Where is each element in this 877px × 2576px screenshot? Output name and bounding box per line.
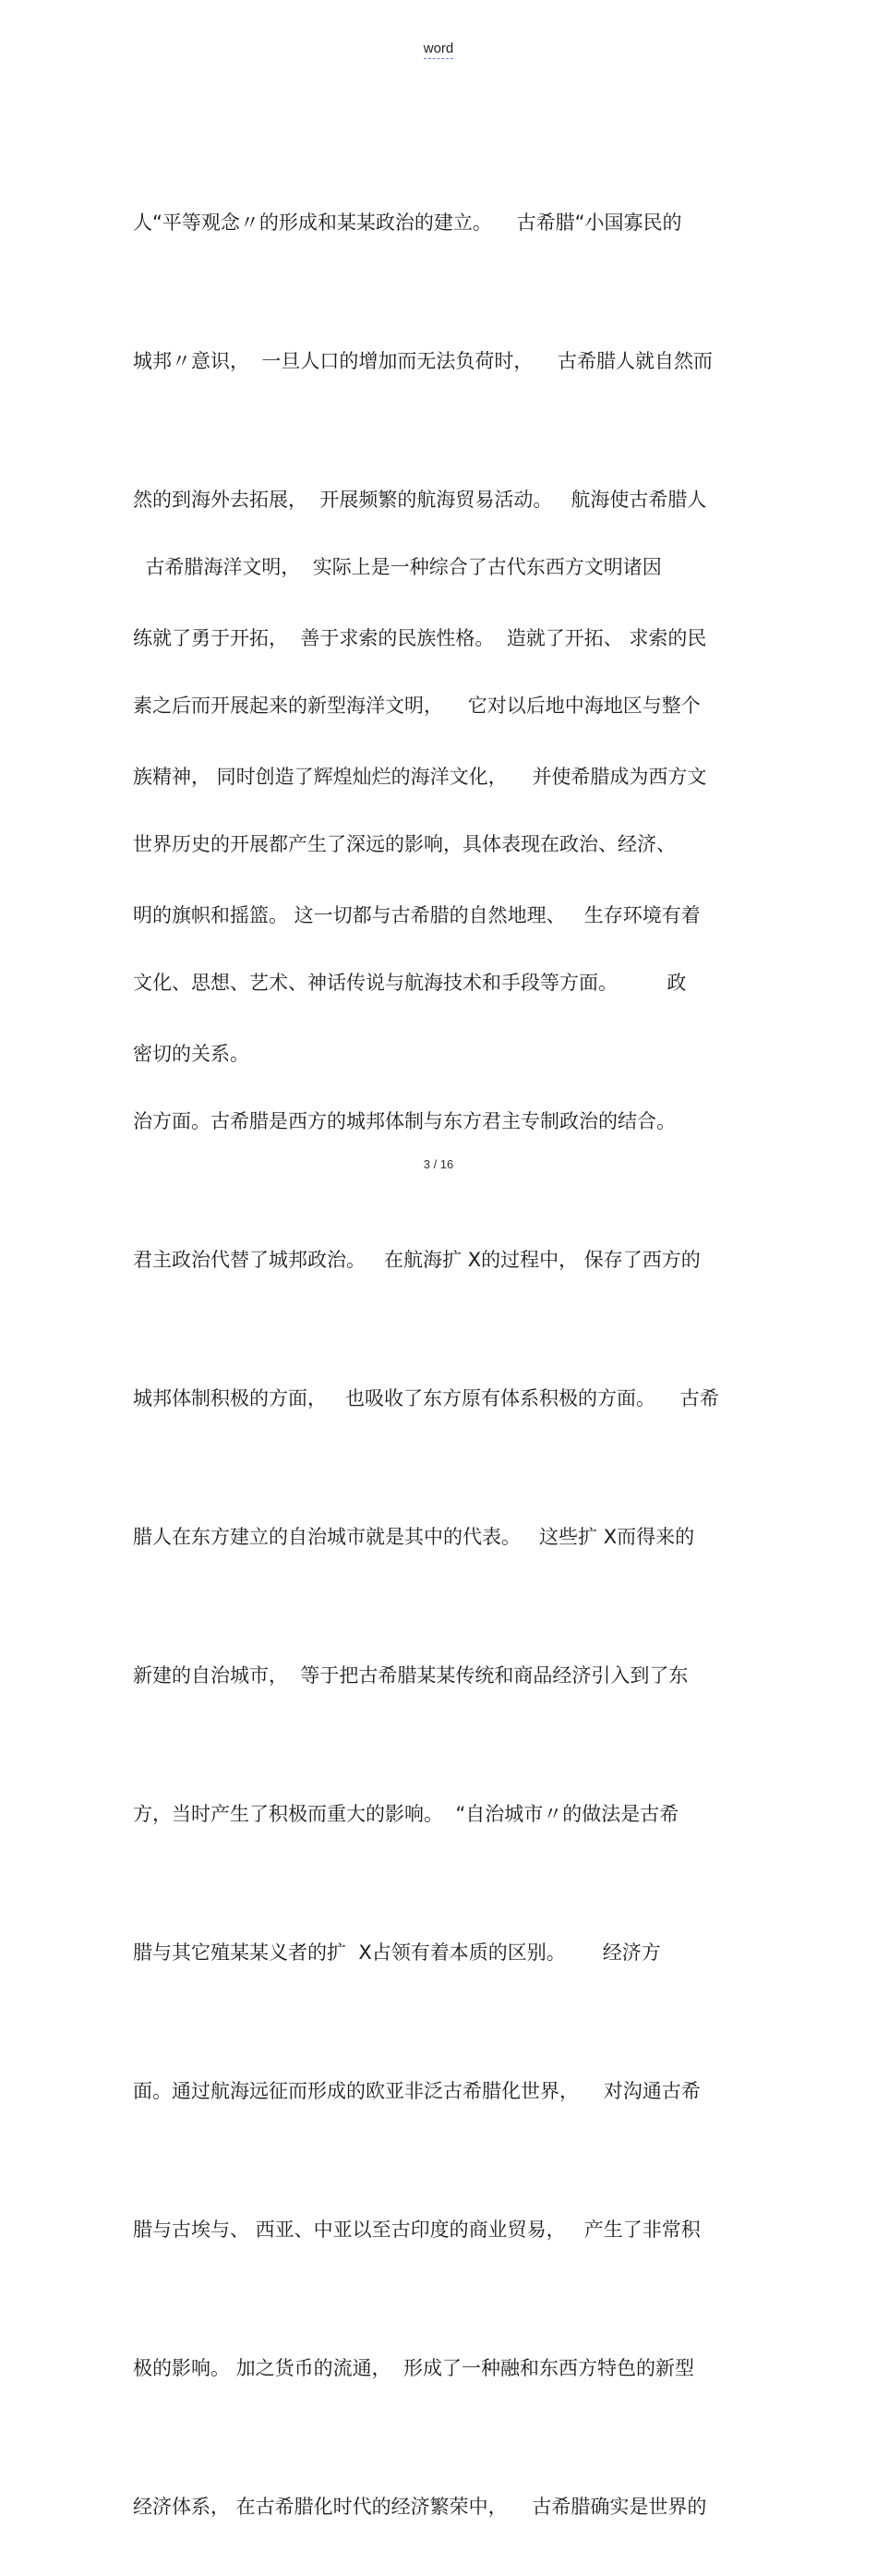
text-line: 练就了勇于开拓， 善于求索的民族性格。 造就了开拓、 求索的民 (133, 627, 707, 649)
text-line: 治方面。古希腊是西方的城邦体制与东方君主专制政治的结合。 (133, 1110, 676, 1132)
text-line: 世界历史的开展都产生了深远的影响，具体表现在政治、经济、 (133, 833, 676, 855)
text-line: 新建的自治城市， 等于把古希腊某某传统和商品经济引入到了东 (133, 1664, 689, 1687)
text-line: 腊与其它殖某某义者的扩 X占领有着本质的区别。 经济方 (133, 1941, 661, 1964)
text-line: 素之后而开展起来的新型海洋文明， 它对以后地中海地区与整个 (133, 695, 701, 717)
text-line: 君主政治代替了城邦政治。 在航海扩 X的过程中， 保存了西方的 (133, 1249, 701, 1271)
text-line: 腊人在东方建立的自治城市就是其中的代表。 这些扩 X而得来的 (133, 1526, 695, 1548)
text-line: 方，当时产生了积极而重大的影响。 “自治城市〃的做法是古希 (133, 1803, 679, 1825)
text-line: 城邦〃意识， 一旦人口的增加而无法负荷时， 古希腊人就自然而 (133, 350, 714, 372)
text-line: 城邦体制积极的方面， 也吸收了东方原有体系积极的方面。 古希 (133, 1387, 719, 1409)
text-line: 人“平等观念〃的形成和某某政治的建立。 古希腊“小国寡民的 (133, 212, 682, 234)
header-title: word (424, 41, 454, 59)
text-line: 极的影响。 加之货币的流通， 形成了一种融和东西方特色的新型 (133, 2357, 695, 2379)
page-number: 3 / 16 (423, 1157, 454, 1171)
text-line: 古希腊海洋文明， 实际上是一种综合了古代东西方文明诸因 (133, 556, 662, 578)
text-line: 文化、思想、艺术、神话传说与航海技术和手段等方面。 政 (133, 972, 687, 994)
text-line: 经济体系， 在古希腊化时代的经济繁荣中， 古希腊确实是世界的 (133, 2496, 707, 2518)
text-line: 然的到海外去拓展， 开展频繁的航海贸易活动。 航海使古希腊人 (133, 489, 707, 511)
page-header (0, 41, 877, 59)
text-line: 腊与古埃与、 西亚、中亚以至古印度的商业贸易， 产生了非常积 (133, 2219, 701, 2241)
text-line: 族精神， 同时创造了辉煌灿烂的海洋文化， 并使希腊成为西方文 (133, 766, 707, 788)
text-line: 明的旗帜和摇篮。 这一切都与古希腊的自然地理、 生存环境有着 (133, 904, 701, 926)
paragraph-2 (133, 452, 761, 2576)
text-line: 密切的关系。 (133, 1043, 249, 1065)
text-line: 面。通过航海远征而形成的欧亚非泛古希腊化世界， 对沟通古希 (133, 2080, 701, 2102)
